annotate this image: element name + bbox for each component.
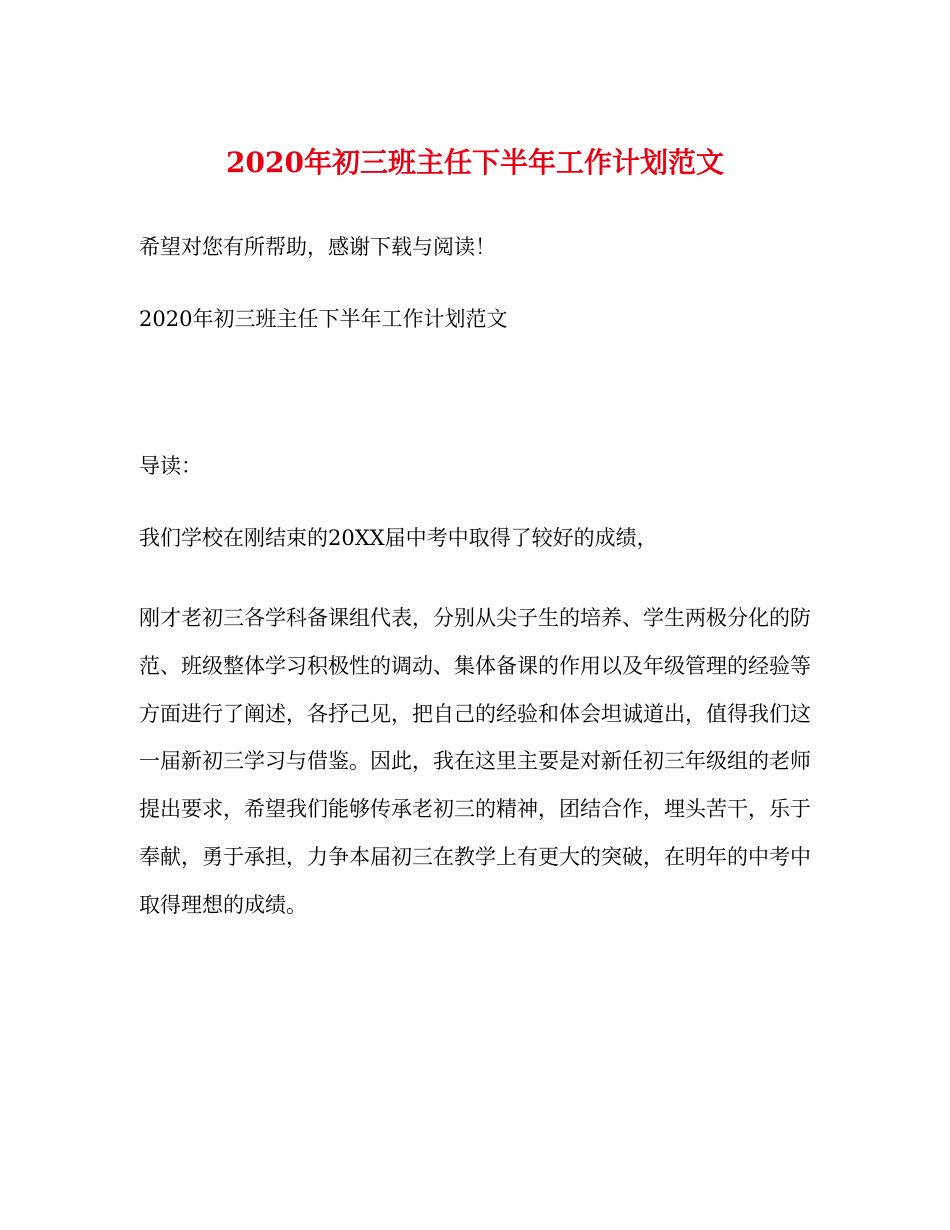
intro-text: 希望对您有所帮助，感谢下载与阅读！ [139,235,496,259]
paragraph-first: 我们学校在刚结束的20XX届中考中取得了较好的成绩， [139,526,658,550]
document-subtitle: 2020年初三班主任下半年工作计划范文 [139,307,508,331]
paragraph-main: 刚才老初三各学科备课组代表，分别从尖子生的培养、学生两极分化的防范、班级整体学习积极性的调动、集体备课的作用以及年级管理的经验等方面进行了阐述，各抒己见，把自己的经验和体会坦诚道出，值得我们这一届新初三学习与借鉴。因此，我在这里主要是对新任初三年级组的老师提出要求，希望我们能够传承老初三的精神，团结合作，埋头苦干，乐于奉献，勇于承担，力争本届初三在教学上有更大的突破，在明年的中考中取得理想的成绩。 [139,606,811,917]
document-title: 2020年初三班主任下半年工作计划范文 [226,146,724,179]
lead-label: 导读： [139,454,202,478]
